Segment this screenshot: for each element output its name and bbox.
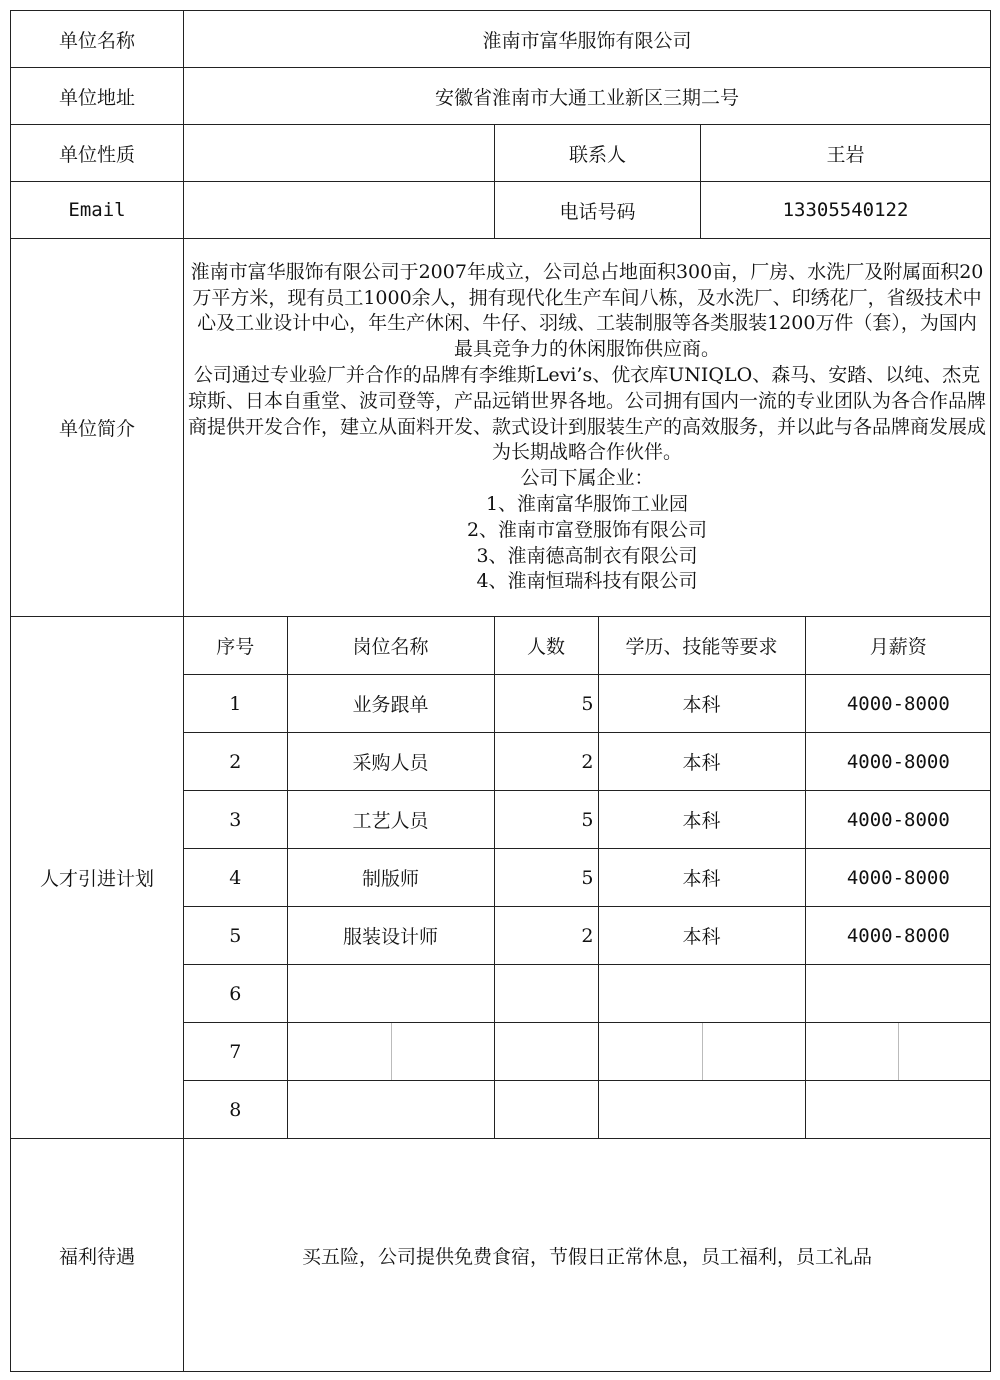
benefits-value: 买五险，公司提供免费食宿，节假日正常休息，员工福利，员工礼品 — [184, 1139, 991, 1372]
intro-paragraph-2: 公司通过专业验厂并合作的品牌有李维斯Levi’s、优衣库UNIQLO、森马、安踏、以纯、杰克琼斯、日本自重堂、波司登等，产品远销世界各地。公司拥有国内一流的专业团队为各合作品牌商提供开发合作，建立从面料开发、款式设计到服装生产的高效服务，并以此与各品牌商发展成为长期战略合作伙伴。 — [188, 364, 987, 464]
job-no: 6 — [184, 965, 287, 1023]
table-row — [184, 907, 991, 965]
header-no: 序号 — [184, 617, 287, 675]
job-count: 5 — [494, 675, 598, 733]
job-salary: 4000-8000 — [805, 791, 991, 849]
intro-text — [188, 260, 986, 595]
row-intro — [11, 239, 991, 617]
phone-value: 13305540122 — [701, 182, 991, 239]
job-title — [287, 1023, 494, 1081]
job-no: 8 — [184, 1081, 287, 1139]
contact-value: 王岩 — [701, 125, 991, 182]
jobs-header-row — [184, 617, 991, 675]
intro-paragraph-1: 淮南市富华服饰有限公司于2007年成立，公司总占地面积300亩，厂房、水洗厂及附属面积20万平方米，现有员工1000余人，拥有现代化生产车间八栋，及水洗厂、印绣花厂，省级技术中心及工业设计中心，年生产休闲、牛仔、羽绒、工装制服等各类服装1200万件（套），为国内最具竞争力的休闲服饰供应商。 — [190, 260, 984, 361]
row-unit-nature — [11, 125, 991, 182]
table-row — [184, 1023, 991, 1081]
table-row — [184, 1081, 991, 1139]
talent-plan-label: 人才引进计划 — [11, 617, 184, 1139]
row-talent-plan — [11, 617, 991, 1139]
row-email — [11, 182, 991, 239]
email-value — [184, 182, 495, 239]
job-title: 采购人员 — [287, 733, 494, 791]
subsidiary-4: 4、淮南恒瑞科技有限公司 — [476, 570, 698, 593]
job-salary — [805, 1023, 991, 1081]
benefits-label: 福利待遇 — [11, 1139, 184, 1372]
job-requirement: 本科 — [598, 733, 805, 791]
row-unit-address — [11, 68, 991, 125]
job-count — [494, 1081, 598, 1139]
table-row — [184, 791, 991, 849]
job-salary: 4000-8000 — [805, 675, 991, 733]
job-title: 制版师 — [287, 849, 494, 907]
job-count: 5 — [494, 791, 598, 849]
company-info-table — [10, 10, 991, 1372]
table-row — [184, 733, 991, 791]
table-row — [184, 675, 991, 733]
job-salary — [805, 1081, 991, 1139]
unit-address-label: 单位地址 — [11, 68, 184, 125]
jobs-table — [184, 617, 991, 1138]
jobs-cell — [184, 617, 991, 1139]
job-salary: 4000-8000 — [805, 849, 991, 907]
job-title: 工艺人员 — [287, 791, 494, 849]
intro-cell — [184, 239, 991, 617]
table-row — [184, 849, 991, 907]
subsidiary-3: 3、淮南德高制衣有限公司 — [476, 544, 698, 567]
header-salary: 月薪资 — [805, 617, 991, 675]
subsidiary-2: 2、淮南市富登服饰有限公司 — [466, 518, 708, 541]
subsidiaries-title: 公司下属企业： — [520, 467, 654, 490]
row-unit-name — [11, 11, 991, 68]
job-requirement — [598, 1023, 805, 1081]
job-title — [287, 965, 494, 1023]
job-no: 3 — [184, 791, 287, 849]
job-salary: 4000-8000 — [805, 733, 991, 791]
job-count — [494, 965, 598, 1023]
job-count: 2 — [494, 907, 598, 965]
unit-nature-value — [184, 125, 495, 182]
job-salary — [805, 965, 991, 1023]
job-requirement: 本科 — [598, 849, 805, 907]
job-count — [494, 1023, 598, 1081]
unit-nature-label: 单位性质 — [11, 125, 184, 182]
job-requirement — [598, 1081, 805, 1139]
header-requirements: 学历、技能等要求 — [598, 617, 805, 675]
job-no: 2 — [184, 733, 287, 791]
job-no: 4 — [184, 849, 287, 907]
job-title: 服装设计师 — [287, 907, 494, 965]
unit-address-value: 安徽省淮南市大通工业新区三期二号 — [184, 68, 991, 125]
job-title — [287, 1081, 494, 1139]
job-requirement: 本科 — [598, 791, 805, 849]
job-count: 2 — [494, 733, 598, 791]
contact-label: 联系人 — [495, 125, 701, 182]
job-no: 1 — [184, 675, 287, 733]
job-no: 5 — [184, 907, 287, 965]
phone-label: 电话号码 — [495, 182, 701, 239]
subsidiary-1: 1、淮南富华服饰工业园 — [485, 492, 689, 515]
job-requirement: 本科 — [598, 907, 805, 965]
job-count: 5 — [494, 849, 598, 907]
email-label: Email — [11, 182, 184, 239]
row-benefits — [11, 1139, 991, 1372]
intro-label: 单位简介 — [11, 239, 184, 617]
recruitment-form — [10, 10, 990, 1372]
unit-name-label: 单位名称 — [11, 11, 184, 68]
job-requirement: 本科 — [598, 675, 805, 733]
header-count: 人数 — [494, 617, 598, 675]
job-salary: 4000-8000 — [805, 907, 991, 965]
header-title: 岗位名称 — [287, 617, 494, 675]
unit-name-value: 淮南市富华服饰有限公司 — [184, 11, 991, 68]
job-title: 业务跟单 — [287, 675, 494, 733]
job-no: 7 — [184, 1023, 287, 1081]
table-row — [184, 965, 991, 1023]
job-requirement — [598, 965, 805, 1023]
